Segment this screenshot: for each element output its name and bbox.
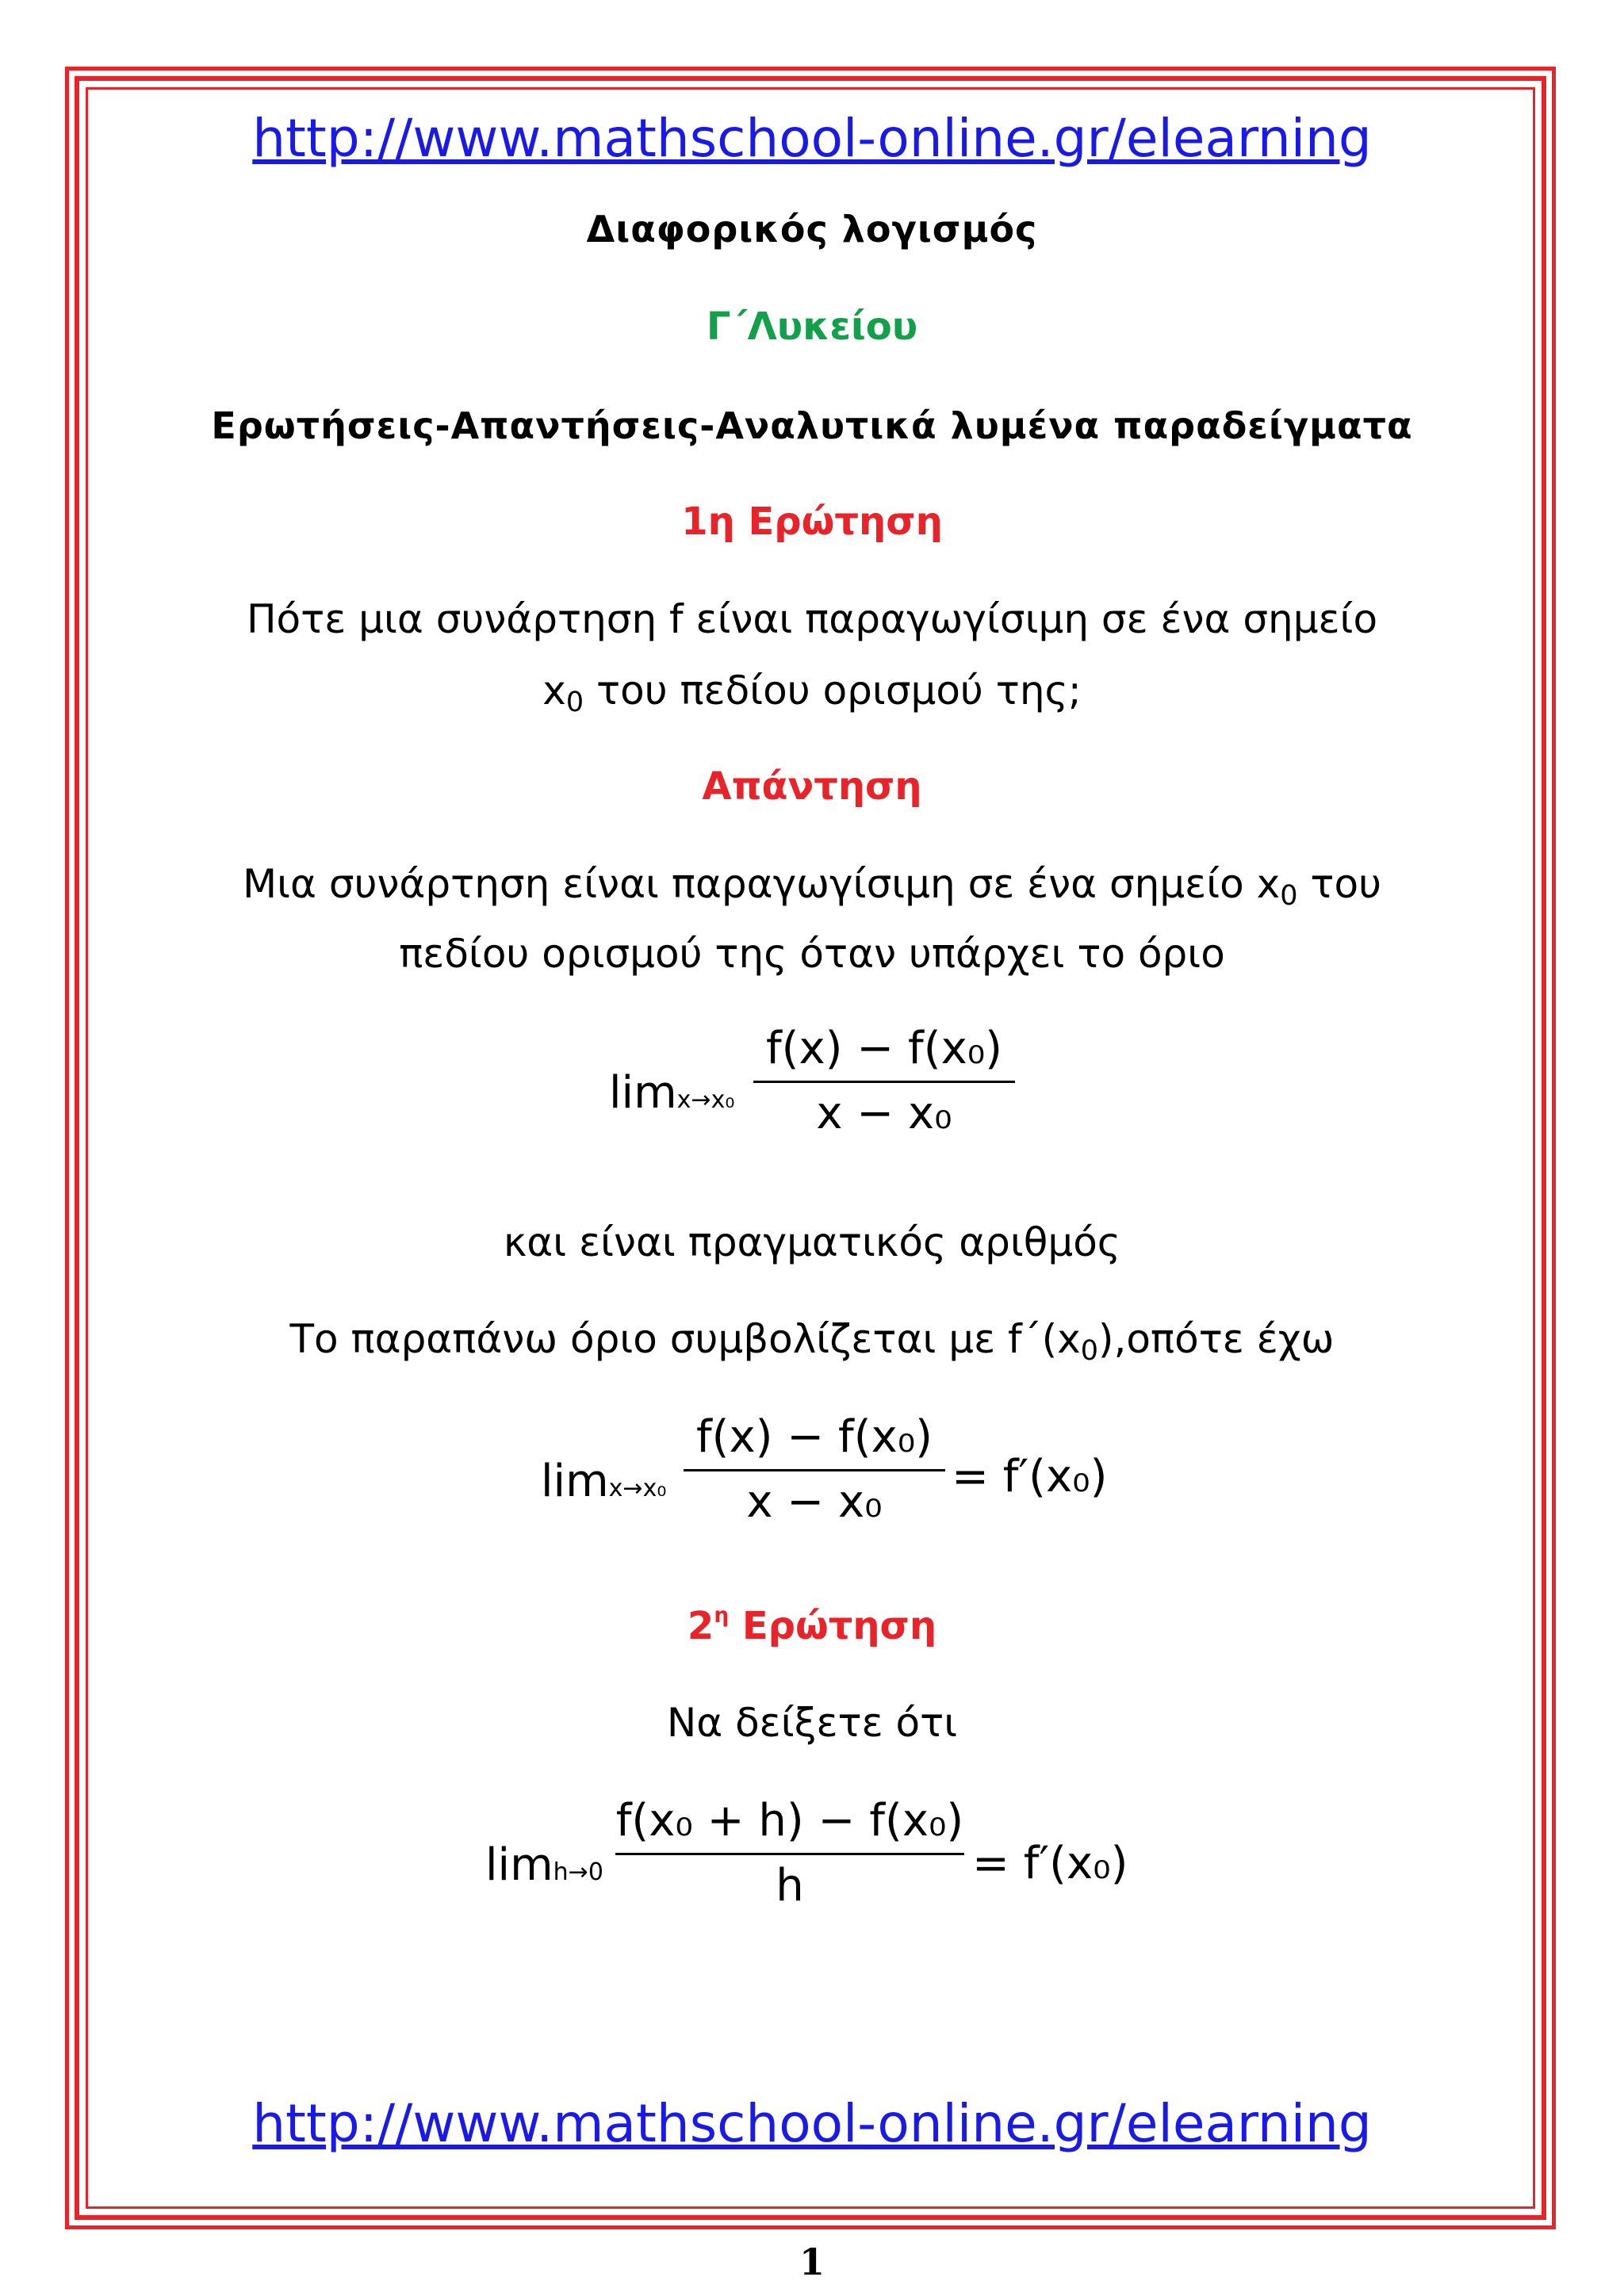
answer-1-line1: Μια συνάρτηση είναι παραγωγίσιμη σε ένα σημείο $x_0$ του [242, 861, 1382, 912]
grade-heading: Γ΄Λυκείου [706, 304, 918, 349]
footer-link[interactable]: http://www.mathschool-online.gr/elearning [252, 2093, 1372, 2154]
formula-1-fraction [753, 1023, 1015, 1139]
formula-2-rhs: = f′(x₀) [952, 1451, 1108, 1502]
answer-1-line2: πεδίου ορισμού της όταν υπάρχει το όριο [399, 931, 1225, 977]
formula-3-numerator: f(x₀ + h) − f(x₀) [615, 1795, 964, 1846]
formula-3-rhs: = f′(x₀) [972, 1838, 1128, 1889]
question-1-text-line1: Πότε μια συνάρτηση f είναι παραγωγίσιμη σε ένα σημείο [246, 596, 1378, 642]
formula-3-fraction-bar [615, 1853, 964, 1855]
question-1-heading: 1η Ερώτηση [681, 499, 943, 544]
header-link[interactable]: http://www.mathschool-online.gr/elearning [252, 108, 1372, 169]
answer-1-heading: Απάντηση [702, 764, 922, 809]
formula-1-fraction-bar [753, 1081, 1015, 1083]
formula-2-numerator: f(x) − f(x₀) [695, 1411, 933, 1463]
formula-1-denominator: x − x₀ [816, 1088, 952, 1139]
page-number: 1 [799, 2241, 825, 2283]
question-1-text-line2: $x_0$ του πεδίου ορισμού της; [542, 668, 1082, 718]
question-2-heading: $2^\eta$ Ερώτηση [687, 1603, 937, 1649]
document-title: Διαφορικός λογισμός [586, 208, 1038, 251]
answer-1-line3: και είναι πραγματικός αριθμός [503, 1219, 1121, 1265]
formula-2-fraction-bar [684, 1469, 945, 1471]
formula-2-denominator: x − x₀ [746, 1476, 883, 1528]
formula-2-lim: limx→x₀ [541, 1456, 667, 1507]
formula-3-lim: limh→0 [485, 1839, 603, 1891]
document-subtitle: Ερωτήσεις-Απαντήσεις-Αναλυτικά λυμένα παραδείγματα [211, 404, 1413, 447]
footer [0, 2093, 1624, 2154]
formula-3-fraction [615, 1795, 964, 1911]
answer-1-line4: Το παραπάνω όριο συμβολίζεται με $f΄(x_0),o\pi ό\tau\varepsilon$ έχω [289, 1316, 1335, 1367]
formula-2-fraction [684, 1411, 945, 1528]
formula-3-denominator: h [776, 1860, 804, 1911]
formula-1-lim: limx→x₀ [609, 1067, 735, 1119]
header [0, 108, 1624, 169]
question-2-text: Να δείξετε ότι [666, 1700, 958, 1746]
formula-1-numerator: f(x) − f(x₀) [765, 1023, 1003, 1074]
